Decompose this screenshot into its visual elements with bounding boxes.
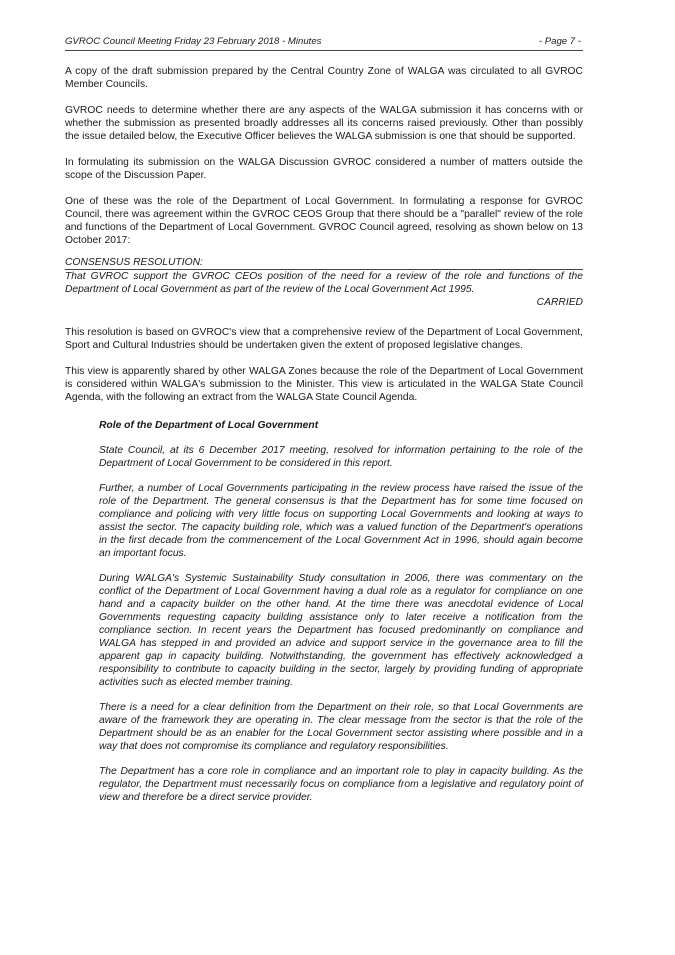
document-page	[65, 36, 583, 804]
extract-paragraph: State Council, at its 6 December 2017 meeting, resolved for information pertaining to the role of the Department of Local Government to be considered in this report.	[99, 445, 583, 469]
paragraph: This resolution is based on GVROC's view that a comprehensive review of the Department of Local Government, Sport and Cultural Industries should be undertaken given the extent of proposed legislative changes.	[65, 327, 583, 351]
paragraph: A copy of the draft submission prepared by the Central Country Zone of WALGA was circulated to all GVROC Member Councils.	[65, 66, 583, 90]
paragraph: GVROC needs to determine whether there are any aspects of the WALGA submission it has concerns with or whether the submission as presented broadly addresses all its concerns raised previously. Other than possibly the issue detailed below, the Executive Officer believes the WALGA submission is one that should be supported.	[65, 105, 583, 142]
header-title: GVROC Council Meeting Friday 23 February 2018 - Minutes	[65, 36, 322, 47]
extract-paragraph: During WALGA's Systemic Sustainability Study consultation in 2006, there was commentary on the conflict of the Department of Local Government having a dual role as a regulator for compliance on one hand and a capacity builder on the other hand. At the time there was anecdotal evidence of Local Governments requesting capacity building assistance only to later receive a notification from the compliance section. In recent years the Department has focused predominantly on compliance and WALGA has stepped in and provided an advice and support service in the governance area to fill the apparent gap in capacity building. Notwithstanding, the government has effectively acknowledged a responsibility to contribute to capacity building in the sector, largely by providing funding of appropriate activities such as elected member training.	[99, 573, 583, 688]
paragraph: One of these was the role of the Department of Local Government. In formulating a response for GVROC Council, there was agreement within the GVROC CEOS Group that there should be a "parallel" review of the role and functions of the Department of Local Government. GVROC Council agreed, resolving as shown below on 13 October 2017:	[65, 196, 583, 246]
paragraph: In formulating its submission on the WALGA Discussion GVROC considered a number of matters outside the scope of the Discussion Paper.	[65, 157, 583, 181]
page-header	[65, 36, 583, 51]
resolution-heading: CONSENSUS RESOLUTION:	[65, 256, 583, 270]
paragraph: This view is apparently shared by other WALGA Zones because the role of the Department of Local Government is considered within WALGA's submission to the Minister. This view is articulated in the WALGA State Council Agenda, with the following an extract from the WALGA State Council Agenda.	[65, 366, 583, 403]
extract-paragraph: There is a need for a clear definition from the Department on their role, so that Local Governments are aware of the framework they are operating in. The clear message from the sector is that the role of the Department should be as an enabler for the Local Government sector assisting where possible and in a way that does not compromise its compliance and regulatory responsibilities.	[99, 702, 583, 752]
resolution-text: That GVROC support the GVROC CEOs position of the need for a review of the role and functions of the Department of Local Government as part of the review of the Local Government Act 1995.	[65, 271, 583, 295]
extract-title: Role of the Department of Local Government	[99, 420, 319, 431]
agenda-extract	[99, 419, 583, 804]
extract-paragraph: Further, a number of Local Governments participating in the review process have raised the issue of the role of the Department. The general consensus is that the Department has for some time focused on compliance and policing with very little focus on supporting Local Governments and looking at ways to assist the sector. The capacity building role, which was a valued function of the Department's operations in the first decade from the commencement of the Local Government Act in 1996, should again become an important focus.	[99, 483, 583, 559]
resolution-status: CARRIED	[536, 297, 583, 308]
extract-paragraph: The Department has a core role in compliance and an important role to play in capacity building. As the regulator, the Department must necessarily focus on compliance from a legislative and regulatory point of view and therefore be a direct service provider.	[99, 766, 583, 803]
page-number: - Page 7 -	[538, 36, 581, 47]
